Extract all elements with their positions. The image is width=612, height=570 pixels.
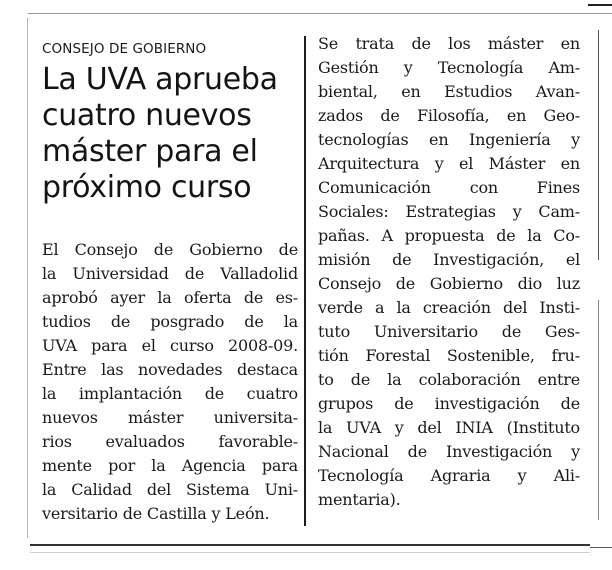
right-column (318, 32, 580, 512)
body-line: Nacional de Investigación y (318, 442, 580, 461)
headline-line: próximo curso (42, 170, 252, 205)
top-rule (28, 13, 612, 14)
body-line: tecnologías en Ingeniería y (318, 130, 580, 149)
body-line: mente por la Agencia para (42, 456, 298, 475)
body-line: la Universidad de Valladolid (42, 264, 298, 283)
body-line: la UVA y del INIA (Instituto (318, 418, 580, 437)
body-line: pañas. A propuesta de la Co- (318, 226, 580, 245)
body-line: Se trata de los máster en (318, 34, 580, 53)
body-line: tudios de posgrado de la (42, 312, 298, 331)
body-line: Sociales: Estrategias y Cam- (318, 202, 580, 221)
headline-line: máster para el (42, 134, 258, 169)
body-line: UVA para el curso 2008-09. (42, 336, 298, 355)
body-line: misión de Investigación, el (318, 250, 580, 269)
body-line: El Consejo de Gobierno de (42, 240, 298, 259)
body-line: mentaria). (318, 490, 401, 509)
column-divider (304, 36, 306, 526)
bottom-rule-shadow (30, 552, 590, 553)
headline-line: cuatro nuevos (42, 98, 252, 133)
body-line: Tecnología Agraria y Ali- (318, 466, 580, 485)
body-line: versitario de Castilla y León. (42, 504, 270, 523)
body-text-left (42, 238, 298, 526)
headline-line: La UVA aprueba (42, 62, 278, 97)
body-line: Arquitectura y el Máster en (318, 154, 580, 173)
body-line: grupos de investigación de (318, 394, 580, 413)
body-line: to de la colaboración entre (318, 370, 580, 389)
body-line: Entre las novedades destaca (42, 360, 298, 379)
body-line: Consejo de Gobierno dio luz (318, 274, 580, 293)
left-column (42, 40, 298, 526)
body-line: biental, en Estudios Avan- (318, 82, 580, 101)
body-line: tión Forestal Sostenible, fru- (318, 346, 580, 365)
section-kicker: CONSEJO DE GOBIERNO (42, 41, 207, 57)
right-edge-rule-lower (598, 300, 599, 520)
body-line: aprobó ayer la oferta de es- (42, 288, 298, 307)
top-rule-accent (588, 4, 612, 6)
body-line: nuevos máster universita- (42, 408, 298, 427)
body-line: la Calidad del Sistema Uni- (42, 480, 298, 499)
left-edge-rule (27, 18, 28, 538)
body-line: zados de Filosofía, en Geo- (318, 106, 580, 125)
headline (42, 62, 298, 206)
body-text-right (318, 32, 580, 512)
body-line: verde a la creación del Insti- (318, 298, 580, 317)
bottom-rule (30, 544, 590, 546)
right-edge-rule (598, 30, 599, 260)
body-line: tuto Universitario de Ges- (318, 322, 580, 341)
body-line: Gestión y Tecnología Am- (318, 58, 580, 77)
body-line: rios evaluados favorable- (42, 432, 298, 451)
body-line: Comunicación con Fines (318, 178, 580, 197)
body-line: la implantación de cuatro (42, 384, 298, 403)
bottom-rule-tail (590, 547, 612, 548)
